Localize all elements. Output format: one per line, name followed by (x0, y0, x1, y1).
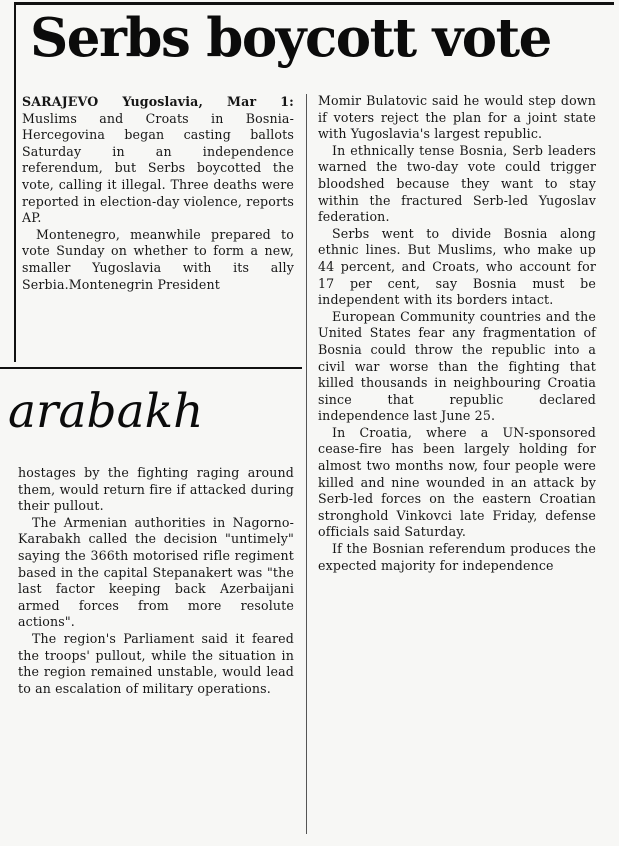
article-paragraph: The region's Parliament said it feared the troops' pullout, while the situation in the region remained unstable, would lead to an escalation of military operations. (18, 630, 294, 696)
dateline: SARAJEVO Yugoslavia, Mar 1: (22, 94, 294, 109)
left-border-rule (14, 2, 16, 362)
section-divider-rule (0, 367, 302, 369)
headline: Serbs boycott vote (30, 7, 551, 69)
article-column-bottom-left (18, 465, 294, 697)
top-border-rule (14, 2, 614, 5)
article-column-right (318, 93, 596, 574)
article-paragraph: Momir Bulatovic said he would step down if voters reject the plan for a joint state with Yugoslavia's largest republic. (318, 93, 596, 142)
article-paragraph: Montenegro, meanwhile prepared to vote Sunday on whether to form a new, smaller Yugoslavia with its ally Serbia.Montenegrin President (22, 226, 294, 292)
article-paragraph: The Armenian authorities in Nagorno-Karabakh called the decision "untimely" saying the 366th motorised rifle regiment based in the capital Stepanakert was "the last factor keeping back Azerbaijani armed forces from more resolute actions". (18, 514, 294, 630)
article-paragraph: In Croatia, where a UN-sponsored cease-fire has been largely holding for almost two months now, four people were killed and nine wounded in an attack by Serb-led forces on the eastern Croatian stronghold Vinkovci late Friday, defense officials said Saturday. (318, 424, 596, 540)
section-headline: arabakh (8, 384, 204, 439)
article-column-top-left (22, 94, 294, 293)
article-paragraph: Serbs went to divide Bosnia along ethnic lines. But Muslims, who make up 44 percent, and Croats, who account for 17 per cent, say Bosnia must be independent with its borders intact. (318, 225, 596, 308)
article-paragraph: In ethnically tense Bosnia, Serb leaders warned the two-day vote could trigger bloodshed because they want to stay within the fractured Serb-led Yugoslav federation. (318, 142, 596, 225)
article-paragraph (22, 94, 294, 227)
article-paragraph: If the Bosnian referendum produces the expected majority for independence (318, 541, 596, 573)
article-paragraph: hostages by the fighting raging around them, would return fire if attacked during their pullout. (18, 465, 294, 514)
paragraph-text: Muslims and Croats in Bosnia-Hercegovina began casting ballots Saturday in an independence referendum, but Serbs boycotted the vote, calling it illegal. Three deaths were reported in election-day violence, reports AP. (22, 110, 294, 226)
article-paragraph: European Community countries and the United States fear any fragmentation of Bosnia could throw the republic into a civil war worse than the fighting that killed thousands in neighbouring Croatia since that republic declared independence last June 25. (318, 308, 596, 424)
column-divider-rule (306, 94, 307, 834)
